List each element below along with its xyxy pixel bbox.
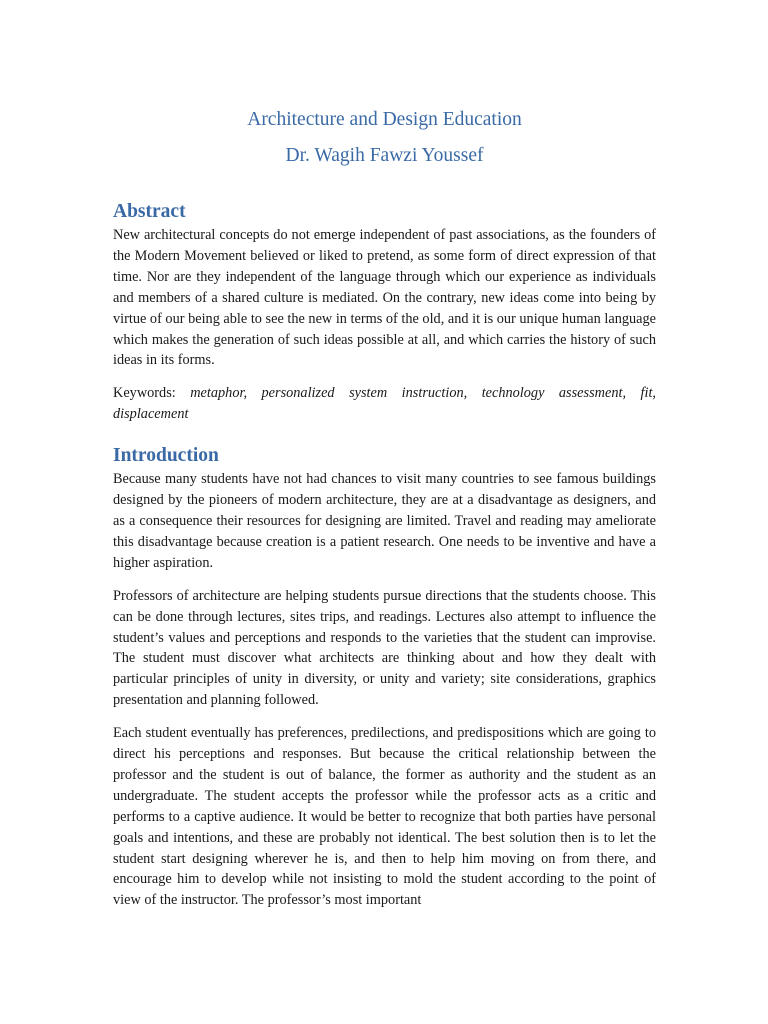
introduction-heading: Introduction <box>113 445 219 467</box>
keywords-line <box>113 383 656 425</box>
document-title: Architecture and Design Education <box>247 109 522 130</box>
introduction-paragraph-1: Because many students have not had chances to visit many countries to see famous buildings designed by the pioneers of modern architecture, they are at a disadvantage as designers, and as a consequence their resources for designing are limited. Travel and reading may ameliorate this disadvantage because creation is a patient research. One needs to be inventive and have a higher aspiration. <box>113 471 656 571</box>
keywords-label: Keywords: <box>113 385 191 402</box>
abstract-heading: Abstract <box>113 201 186 222</box>
abstract-paragraph: New architectural concepts do not emerge independent of past associations, as the founders of the Modern Movement believed or liked to pretend, as some form of direct expression of that time. Nor are they independent of the language through which our experience as individuals and members of a shared culture is mediated. On the contrary, new ideas come into being by virtue of our being able to see the new in terms of the old, and it is our unique human language which makes the generation of such ideas possible at all, and which carries the history of such ideas in its forms. <box>113 227 656 369</box>
keywords-terms: metaphor, personalized system instruction, technology assessment, fit, displacement <box>113 385 657 423</box>
document-page <box>113 106 656 911</box>
introduction-paragraph-3: Each student eventually has preferences, predilections, and predispositions which are going to direct his perceptions and responses. But because the critical relationship between the professor and the student is out of balance, the former as authority and the student as an undergraduate. The student accepts the professor while the professor acts as a critic and performs to a captive audience. It would be better to recognize that both parties have personal goals and intentions, and these are probably not identical. The best solution then is to let the student start designing wherever he is, and then to help him moving on from there, and encourage him to develop while not insisting to mold the student according to the point of view of the instructor. The professor’s most important <box>113 725 656 909</box>
introduction-paragraph-2: Professors of architecture are helping students pursue directions that the students choose. This can be done through lectures, sites trips, and readings. Lectures also attempt to influence the student’s values and perceptions and responds to the varieties that the student can improvise. The student must discover what architects are thinking about and how they dealt with particular principles of unity in diversity, or unity and variety; site considerations, graphics presentation and planning followed. <box>113 587 656 709</box>
author-name: Dr. Wagih Fawzi Youssef <box>285 145 484 166</box>
